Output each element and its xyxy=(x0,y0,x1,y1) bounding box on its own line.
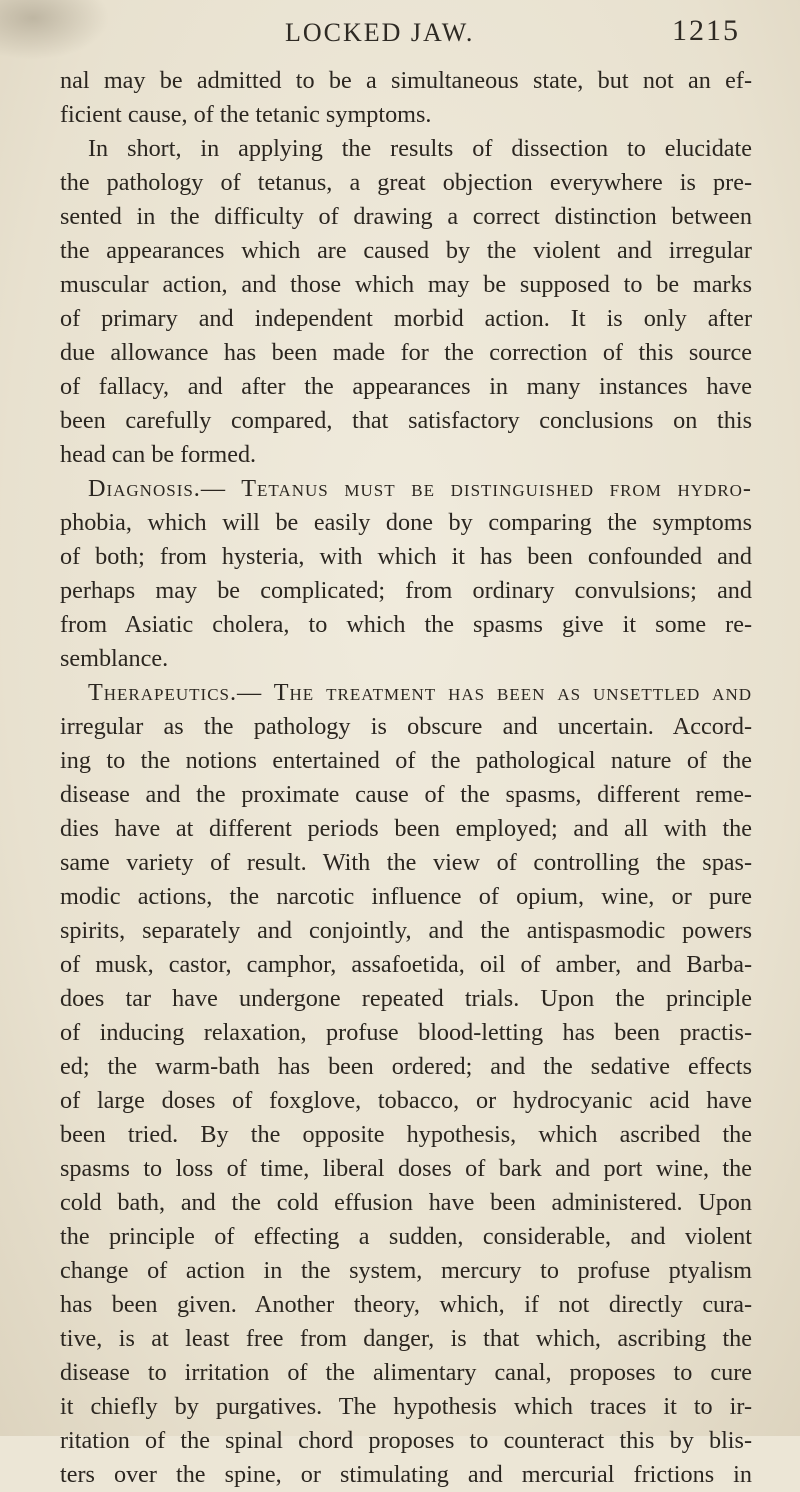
text-line: phobia, which will be easily done by comparing the symptoms xyxy=(60,509,752,536)
text-line: ing to the notions entertained of the pathological nature of the xyxy=(60,747,752,774)
text-line: from Asiatic cholera, to which the spasms give it some re- xyxy=(60,611,752,638)
text-line: of musk, castor, camphor, assafoetida, oil of amber, and Barba- xyxy=(60,951,752,978)
text-line: ficient cause, of the tetanic symptoms. xyxy=(60,101,432,128)
text-line: the appearances which are caused by the violent and irregular xyxy=(60,237,752,264)
text-line: ritation of the spinal chord proposes to counteract this by blis- xyxy=(60,1427,752,1454)
text-line: of primary and independent morbid action. It is only after xyxy=(60,305,752,332)
text-line: change of action in the system, mercury to profuse ptyalism xyxy=(60,1257,752,1284)
section-heading-line: Therapeutics.— The treatment has been as unsettled and xyxy=(88,679,752,706)
text-line: same variety of result. With the view of controlling the spas- xyxy=(60,849,752,876)
text-line: ed; the warm-bath has been ordered; and the sedative effects xyxy=(60,1053,752,1080)
text-line: cold bath, and the cold effusion have been administered. Upon xyxy=(60,1189,752,1216)
text-line: spasms to loss of time, liberal doses of bark and port wine, the xyxy=(60,1155,752,1182)
text-line: disease and the proximate cause of the spasms, different reme- xyxy=(60,781,752,808)
text-line: perhaps may be complicated; from ordinary convulsions; and xyxy=(60,577,752,604)
text-line: In short, in applying the results of dissection to elucidate xyxy=(88,135,752,162)
text-line: of large doses of foxglove, tobacco, or hydrocyanic acid have xyxy=(60,1087,752,1114)
body-text xyxy=(60,64,752,1492)
text-line: of fallacy, and after the appearances in many instances have xyxy=(60,373,752,400)
text-line: it chiefly by purgatives. The hypothesis which traces it to ir- xyxy=(60,1393,752,1420)
text-line: disease to irritation of the alimentary canal, proposes to cure xyxy=(60,1359,752,1386)
text-line: of inducing relaxation, profuse blood-letting has been practis- xyxy=(60,1019,752,1046)
text-line: due allowance has been made for the correction of this source xyxy=(60,339,752,366)
text-line: dies have at different periods been employed; and all with the xyxy=(60,815,752,842)
text-line: has been given. Another theory, which, if not directly cura- xyxy=(60,1291,752,1318)
text-line: semblance. xyxy=(60,645,169,672)
running-head: LOCKED JAW. xyxy=(285,18,475,47)
text-line: modic actions, the narcotic influence of opium, wine, or pure xyxy=(60,883,752,910)
text-line: been carefully compared, that satisfactory conclusions on this xyxy=(60,407,752,434)
text-line: muscular action, and those which may be supposed to be marks xyxy=(60,271,752,298)
text-line: ters over the spine, or stimulating and mercurial frictions in xyxy=(60,1461,752,1488)
text-line: the pathology of tetanus, a great objection everywhere is pre- xyxy=(60,169,752,196)
section-heading-line: Diagnosis.— Tetanus must be distinguished from hydro- xyxy=(88,475,752,502)
text-line: irregular as the pathology is obscure and uncertain. Accord- xyxy=(60,713,752,740)
text-line: sented in the difficulty of drawing a correct distinction between xyxy=(60,203,752,230)
text-line: does tar have undergone repeated trials. Upon the principle xyxy=(60,985,752,1012)
text-line: the principle of effecting a sudden, considerable, and violent xyxy=(60,1223,752,1250)
text-line: head can be formed. xyxy=(60,441,257,468)
text-line: been tried. By the opposite hypothesis, which ascribed the xyxy=(60,1121,752,1148)
page-header xyxy=(0,14,800,54)
page-number: 1215 xyxy=(672,14,740,47)
text-line: nal may be admitted to be a simultaneous state, but not an ef- xyxy=(60,67,752,94)
text-line: of both; from hysteria, with which it has been confounded and xyxy=(60,543,752,570)
text-line: spirits, separately and conjointly, and the antispasmodic powers xyxy=(60,917,752,944)
text-line: tive, is at least free from danger, is that which, ascribing the xyxy=(60,1325,752,1352)
